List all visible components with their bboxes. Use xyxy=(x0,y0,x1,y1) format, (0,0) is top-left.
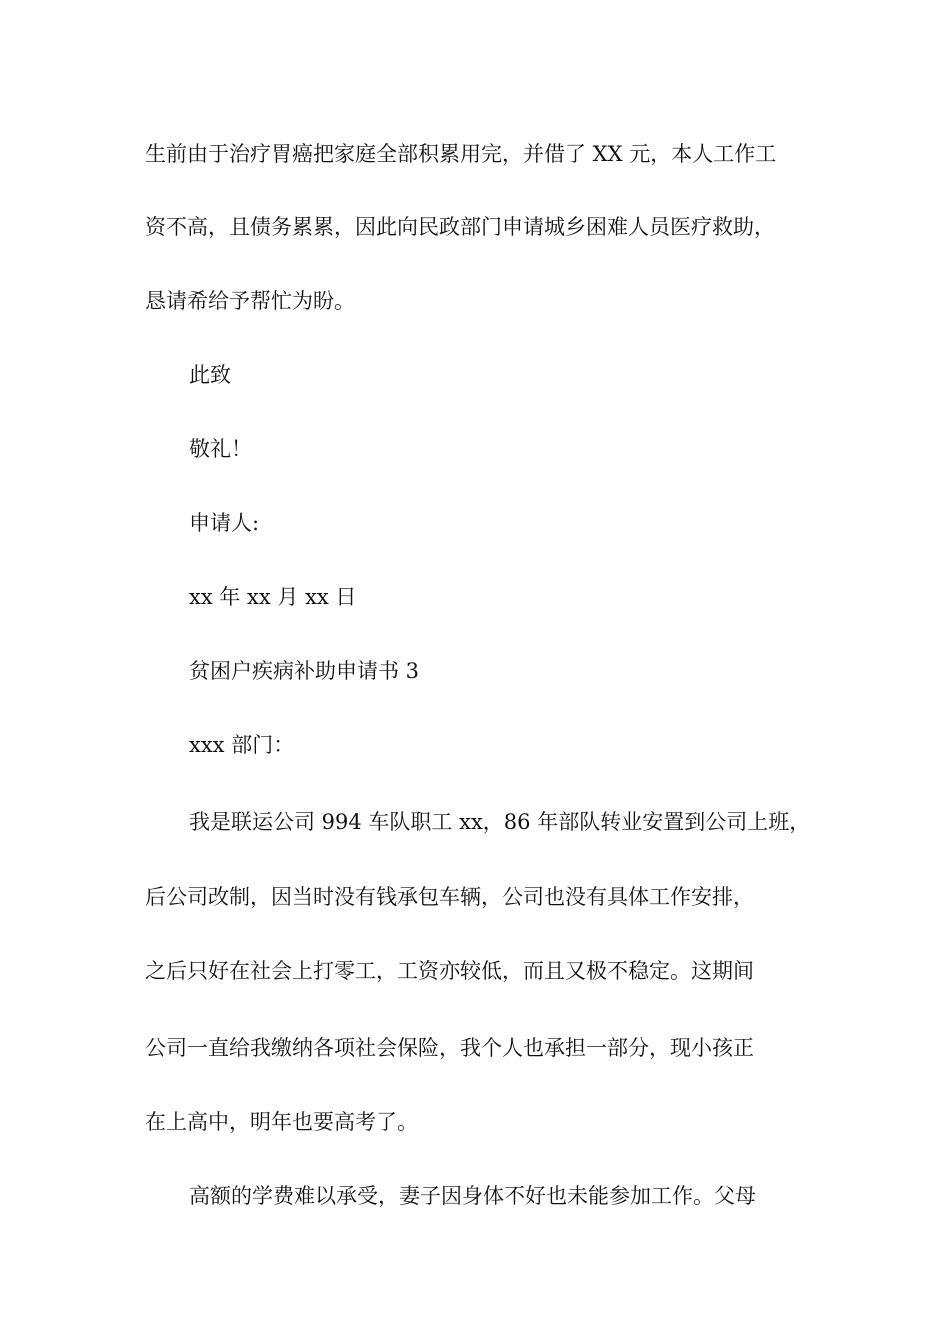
date-line: xx 年 xx 月 xx 日 xyxy=(189,585,357,609)
paragraph-line: 生前由于治疗胃癌把家庭全部积累用完，并借了 XX 元，本人工作工 xyxy=(145,142,777,166)
closing-line: 此致 xyxy=(189,363,231,387)
paragraph-line: 恳请希给予帮忙为盼。 xyxy=(145,289,355,313)
section-title: 贫困户疾病补助申请书 3 xyxy=(189,659,420,683)
paragraph-line: 我是联运公司 994 车队职工 xx，86 年部队转业安置到公司上班， xyxy=(189,810,811,834)
salutation-line: 敬礼！ xyxy=(189,437,252,461)
paragraph-line: 资不高，且债务累累，因此向民政部门申请城乡困难人员医疗救助， xyxy=(145,215,775,239)
paragraph-line: 在上高中，明年也要高考了。 xyxy=(145,1110,418,1134)
paragraph-line: 公司一直给我缴纳各项社会保险，我个人也承担一部分，现小孩正 xyxy=(145,1036,754,1060)
paragraph-line: 之后只好在社会上打零工，工资亦较低，而且又极不稳定。这期间 xyxy=(145,959,754,983)
paragraph-line: 后公司改制，因当时没有钱承包车辆，公司也没有具体工作安排， xyxy=(145,885,754,909)
paragraph-line: 高额的学费难以承受，妻子因身体不好也未能参加工作。父母 xyxy=(189,1184,756,1208)
recipient-line: xxx 部门： xyxy=(189,733,295,757)
applicant-label: 申请人: xyxy=(189,511,260,535)
